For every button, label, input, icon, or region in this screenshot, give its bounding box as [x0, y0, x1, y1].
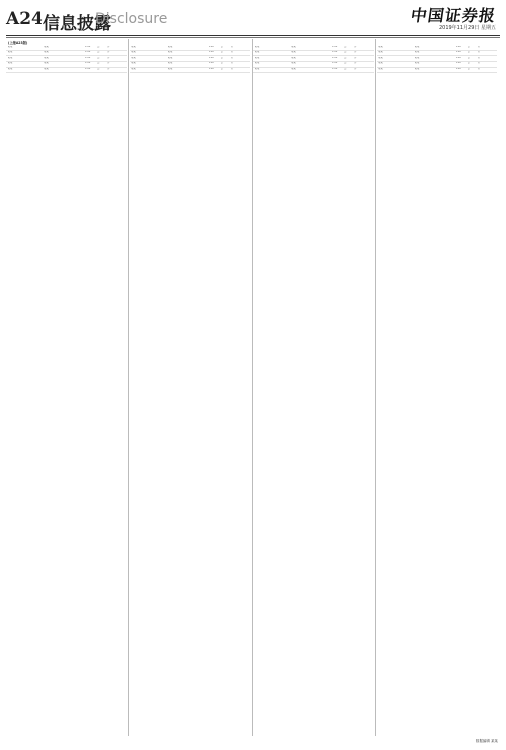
table-cell: 否 — [354, 56, 357, 59]
table-cell: 某某 — [7, 62, 13, 65]
table-cell: 某某 — [291, 62, 296, 65]
table-cell: 某某 — [7, 51, 13, 54]
table-cell: 否 — [230, 45, 233, 48]
table-cell: 某某 — [378, 51, 383, 54]
table-cell: 某某 — [167, 68, 173, 71]
listing-column — [130, 39, 253, 736]
table-cell: 否 — [230, 51, 233, 54]
table-cell: 1.00 — [208, 45, 214, 48]
table-cell: 某某 — [167, 51, 173, 54]
table-cell: 某某 — [291, 56, 296, 59]
table-cell: 1.00 — [455, 56, 461, 59]
table-cell: 某某 — [254, 62, 260, 65]
table-cell: 1.00 — [85, 51, 91, 54]
table-cell: 是 — [344, 51, 347, 54]
table-row — [130, 67, 251, 73]
table-cell: 1.00 — [455, 51, 461, 54]
table-cell: 1.00 — [455, 45, 461, 48]
table-cell: 否 — [477, 56, 480, 59]
table-cell: 1.00 — [208, 56, 214, 59]
table-cell: 是 — [220, 56, 223, 59]
table-cell: 某某 — [44, 68, 49, 71]
table-cell: 某某 — [414, 68, 420, 71]
table-cell: 某某 — [131, 45, 136, 48]
masthead-rule-thin — [6, 37, 500, 38]
table-cell: 某某 — [414, 45, 420, 48]
table-cell: 某某 — [254, 68, 260, 71]
table-cell: 某某 — [7, 68, 13, 71]
table-cell: 某某 — [167, 62, 173, 65]
listing-column — [377, 39, 500, 736]
table-cell: 某某 — [7, 45, 13, 48]
table-cell: 是 — [220, 68, 223, 71]
table-cell: 是 — [97, 68, 100, 71]
table-cell: 否 — [107, 45, 110, 48]
table-cell: 否 — [230, 68, 233, 71]
table-cell: 1.00 — [208, 62, 214, 65]
table-cell: 否 — [354, 45, 357, 48]
table-cell: 1.00 — [208, 68, 214, 71]
table-cell: 1.00 — [455, 62, 461, 65]
table-cell: 1.00 — [85, 56, 91, 59]
table-cell: 某某 — [291, 51, 296, 54]
table-cell: 是 — [97, 45, 100, 48]
table-cell: 1.00 — [85, 45, 91, 48]
table-cell: 1.00 — [208, 51, 214, 54]
table-cell: 否 — [354, 62, 357, 65]
table-cell: 某某 — [44, 62, 49, 65]
table-cell: 是 — [467, 68, 470, 71]
section-title: 信息披露 — [43, 14, 111, 34]
table-cell: 某某 — [414, 62, 420, 65]
table-cell: 1.00 — [85, 68, 91, 71]
table-cell: 某某 — [291, 45, 296, 48]
table-cell: 是 — [220, 45, 223, 48]
table-cell: 是 — [97, 62, 100, 65]
table-cell: 是 — [467, 62, 470, 65]
table-cell: 否 — [107, 51, 110, 54]
table-cell: 是 — [97, 51, 100, 54]
table-cell: 否 — [354, 51, 357, 54]
column-divider — [128, 39, 129, 736]
table-row — [377, 67, 498, 73]
table-cell: 某某 — [7, 56, 13, 59]
masthead — [0, 0, 506, 38]
table-cell: 是 — [97, 56, 100, 59]
table-cell: 否 — [477, 45, 480, 48]
table-cell: 某某 — [378, 68, 383, 71]
listing-column — [253, 39, 376, 736]
section-title-english: Disclosure — [95, 11, 168, 27]
table-cell: 某某 — [131, 68, 136, 71]
table-cell: 否 — [107, 62, 110, 65]
column-divider — [375, 39, 376, 736]
table-cell: 1.00 — [85, 62, 91, 65]
table-cell: 1.00 — [332, 51, 338, 54]
table-cell: 否 — [230, 62, 233, 65]
editor-credit: 数据编辑 某某 — [475, 739, 498, 743]
table-cell: 是 — [344, 56, 347, 59]
dateline: 2019年11月29日 星期五 — [438, 25, 496, 31]
table-cell: 某某 — [167, 56, 173, 59]
table-cell: 是 — [467, 56, 470, 59]
table-cell: 某某 — [378, 56, 383, 59]
column-divider — [252, 39, 253, 736]
table-cell: 某某 — [44, 56, 49, 59]
table-cell: 是 — [220, 51, 223, 54]
table-cell: 否 — [230, 56, 233, 59]
table-cell: 1.00 — [332, 68, 338, 71]
table-cell: 某某 — [254, 51, 260, 54]
table-cell: 某某 — [131, 51, 136, 54]
table-cell: 否 — [477, 68, 480, 71]
continuation-label: (上接A23版) — [8, 41, 28, 45]
table-cell: 否 — [354, 68, 357, 71]
table-cell: 是 — [344, 68, 347, 71]
table-cell: 某某 — [414, 51, 420, 54]
table-cell: 某某 — [167, 45, 173, 48]
table-cell: 某某 — [291, 68, 296, 71]
listing-column — [6, 39, 129, 736]
table-cell: 否 — [477, 62, 480, 65]
table-cell: 1.00 — [455, 68, 461, 71]
table-cell: 是 — [344, 45, 347, 48]
table-cell: 某某 — [44, 45, 49, 48]
table-cell: 是 — [344, 62, 347, 65]
table-cell: 某某 — [378, 62, 383, 65]
table-cell: 某某 — [44, 51, 49, 54]
table-cell: 某某 — [131, 62, 136, 65]
table-cell: 否 — [107, 68, 110, 71]
fund-listing-table — [6, 39, 500, 736]
table-cell: 1.00 — [332, 62, 338, 65]
table-cell: 1.00 — [332, 56, 338, 59]
table-cell: 否 — [477, 51, 480, 54]
table-cell: 否 — [107, 56, 110, 59]
newspaper-logo: 中国证券报 — [409, 6, 498, 25]
table-cell: 是 — [220, 62, 223, 65]
table-cell: 1.00 — [332, 45, 338, 48]
table-cell: 是 — [467, 45, 470, 48]
table-cell: 是 — [467, 51, 470, 54]
table-row — [6, 67, 127, 73]
page-number: A24 — [6, 9, 43, 29]
table-cell: 某某 — [414, 56, 420, 59]
table-cell: 某某 — [254, 56, 260, 59]
table-row — [253, 67, 374, 73]
table-cell: 某某 — [378, 45, 383, 48]
table-cell: 某某 — [131, 56, 136, 59]
table-cell: 某某 — [254, 45, 260, 48]
